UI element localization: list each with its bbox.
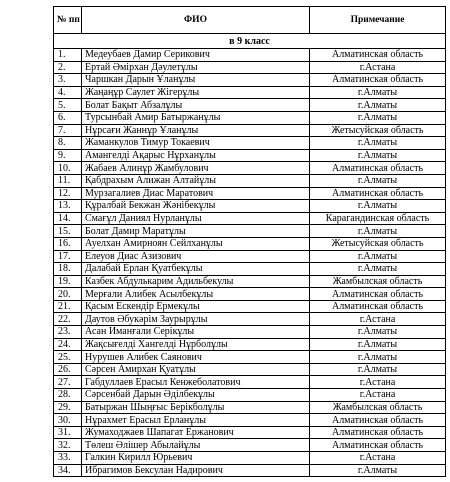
row-number: 28. <box>54 389 82 402</box>
section-title: в 9 класс <box>54 34 446 49</box>
row-name: Даутов Әбукәрім Заурырұлы <box>82 313 310 326</box>
row-number: 29. <box>54 401 82 414</box>
row-name: Нурушев Алибек Саянович <box>82 351 310 364</box>
row-name: Батыржан Шыңғыс Берікболұлы <box>82 401 310 414</box>
row-name: Асан Иманғали Серікұлы <box>82 326 310 339</box>
row-name: Жаманкулов Тимур Токаевич <box>82 137 310 150</box>
row-note: Жетысуйская область <box>310 237 446 250</box>
row-note: г.Алматы <box>310 326 446 339</box>
row-name: Құралбай Бекжан Жәнібекұлы <box>82 200 310 213</box>
table-row <box>54 111 446 124</box>
table-row <box>54 464 446 477</box>
row-note: г.Астана <box>310 389 446 402</box>
row-number: 9. <box>54 149 82 162</box>
row-name: Нұрахмет Ерасыл Ерланұлы <box>82 414 310 427</box>
table-row <box>54 376 446 389</box>
row-name: Чаршкан Дарын Ұланұлы <box>82 74 310 87</box>
row-name: Қабдрахым Алижан Алтайұлы <box>82 174 310 187</box>
table-row <box>54 426 446 439</box>
row-note: г.Алматы <box>310 137 446 150</box>
row-number: 21. <box>54 300 82 313</box>
table-row <box>54 200 446 213</box>
row-number: 32. <box>54 439 82 452</box>
row-note: Алматинская область <box>310 74 446 87</box>
row-number: 13. <box>54 200 82 213</box>
row-name: Ибрагимов Бексулан Надирович <box>82 464 310 477</box>
row-note: г.Астана <box>310 376 446 389</box>
row-note: г.Алматы <box>310 351 446 364</box>
row-number: 22. <box>54 313 82 326</box>
table-row <box>54 187 446 200</box>
row-number: 2. <box>54 61 82 74</box>
student-list-table <box>53 6 446 477</box>
row-number: 31. <box>54 426 82 439</box>
row-number: 17. <box>54 250 82 263</box>
table-row <box>54 452 446 465</box>
row-name: Қасым Ескендір Ермекұлы <box>82 300 310 313</box>
table-row <box>54 162 446 175</box>
row-note: Карагандинская область <box>310 212 446 225</box>
row-name: Болат Бақыт Абзалұлы <box>82 99 310 112</box>
section-row <box>54 34 446 49</box>
row-note: г.Астана <box>310 452 446 465</box>
table-row <box>54 149 446 162</box>
table-row <box>54 74 446 87</box>
row-name: Габдуллаев Ерасыл Кенжеболатович <box>82 376 310 389</box>
table-row <box>54 86 446 99</box>
row-number: 19. <box>54 275 82 288</box>
row-name: Болат Дамир Маратұлы <box>82 225 310 238</box>
row-name: Ауелхан Амирноян Сейлханұлы <box>82 237 310 250</box>
row-note: Алматинская область <box>310 288 446 301</box>
row-name: Жаңаңұр Саулет Жігерұлы <box>82 86 310 99</box>
row-number: 23. <box>54 326 82 339</box>
row-name: Елеуов Диас Азизович <box>82 250 310 263</box>
row-name: Медеубаев Дамир Серикович <box>82 49 310 62</box>
row-name: Төлеш Әлішер Абылайұлы <box>82 439 310 452</box>
row-number: 18. <box>54 263 82 276</box>
row-name: Турсынбай Амир Батыржанұлы <box>82 111 310 124</box>
row-number: 3. <box>54 74 82 87</box>
row-note: г.Алматы <box>310 363 446 376</box>
row-note: г.Алматы <box>310 250 446 263</box>
table-header-row <box>54 7 446 34</box>
row-number: 16. <box>54 237 82 250</box>
row-note: Алматинская область <box>310 439 446 452</box>
table-row <box>54 414 446 427</box>
row-note: Жамбылская область <box>310 275 446 288</box>
row-number: 8. <box>54 137 82 150</box>
row-number: 11. <box>54 174 82 187</box>
row-name: Жабаев Алинұр Жамбулович <box>82 162 310 175</box>
table-row <box>54 363 446 376</box>
table-row <box>54 212 446 225</box>
row-number: 1. <box>54 49 82 62</box>
row-note: г.Астана <box>310 313 446 326</box>
table-row <box>54 49 446 62</box>
row-name: Ертай Әмірхан Дәулетұлы <box>82 61 310 74</box>
row-number: 33. <box>54 452 82 465</box>
row-note: Жетысуйская область <box>310 124 446 137</box>
row-name: Смағұл Даниял Нурланұлы <box>82 212 310 225</box>
row-name: Далабай Ерлан Қуатбекұлы <box>82 263 310 276</box>
table-row <box>54 61 446 74</box>
row-number: 25. <box>54 351 82 364</box>
row-name: Мерғали Алибек Асылбекұлы <box>82 288 310 301</box>
row-note: Алматинская область <box>310 426 446 439</box>
header-note: Примечание <box>310 7 446 34</box>
row-note: г.Алматы <box>310 149 446 162</box>
row-name: Жақсығелді Хангелді Нұрболұлы <box>82 338 310 351</box>
row-name: Нұрсағи Жаннұр Ұланұлы <box>82 124 310 137</box>
row-note: Алматинская область <box>310 300 446 313</box>
row-number: 6. <box>54 111 82 124</box>
row-name: Жумаходжаев Шапагат Ержанович <box>82 426 310 439</box>
table-row <box>54 225 446 238</box>
table-row <box>54 326 446 339</box>
row-note: Алматинская область <box>310 187 446 200</box>
row-number: 10. <box>54 162 82 175</box>
row-note: Алматинская область <box>310 414 446 427</box>
row-number: 26. <box>54 363 82 376</box>
row-number: 7. <box>54 124 82 137</box>
table-row <box>54 351 446 364</box>
row-number: 5. <box>54 99 82 112</box>
table-row <box>54 338 446 351</box>
row-note: г.Алматы <box>310 86 446 99</box>
table-row <box>54 174 446 187</box>
row-name: Амангелді Ақарыс Нұрханұлы <box>82 149 310 162</box>
table-row <box>54 439 446 452</box>
table-row <box>54 99 446 112</box>
row-note: г.Алматы <box>310 200 446 213</box>
table-row <box>54 288 446 301</box>
row-number: 20. <box>54 288 82 301</box>
row-name: Казбек Абдулькарим Адильбекулы <box>82 275 310 288</box>
row-number: 34. <box>54 464 82 477</box>
row-note: Жамбылская область <box>310 401 446 414</box>
row-note: г.Алматы <box>310 263 446 276</box>
table-row <box>54 250 446 263</box>
row-number: 30. <box>54 414 82 427</box>
row-note: г.Астана <box>310 61 446 74</box>
row-number: 15. <box>54 225 82 238</box>
row-note: Алматинская область <box>310 162 446 175</box>
row-number: 12. <box>54 187 82 200</box>
row-note: г.Алматы <box>310 174 446 187</box>
table-row <box>54 389 446 402</box>
row-note: г.Алматы <box>310 464 446 477</box>
table-row <box>54 137 446 150</box>
document-sheet <box>53 6 445 477</box>
table-row <box>54 124 446 137</box>
row-name: Сәрсен Амирхан Қуатұлы <box>82 363 310 376</box>
row-number: 14. <box>54 212 82 225</box>
header-name: ФИО <box>82 7 310 34</box>
row-name: Мурзагалиев Диас Маратович <box>82 187 310 200</box>
row-number: 27. <box>54 376 82 389</box>
header-num: № пп <box>54 7 82 34</box>
table-row <box>54 300 446 313</box>
table-row <box>54 237 446 250</box>
row-number: 4. <box>54 86 82 99</box>
table-row <box>54 313 446 326</box>
row-note: г.Алматы <box>310 338 446 351</box>
table-row <box>54 275 446 288</box>
row-note: г.Алматы <box>310 225 446 238</box>
row-note: г.Алматы <box>310 111 446 124</box>
row-name: Сәрсенбай Дарын Әділбекұлы <box>82 389 310 402</box>
row-number: 24. <box>54 338 82 351</box>
row-note: г.Алматы <box>310 99 446 112</box>
row-note: Алматинская область <box>310 49 446 62</box>
table-row <box>54 263 446 276</box>
row-name: Галкин Кирилл Юрьевич <box>82 452 310 465</box>
table-row <box>54 401 446 414</box>
